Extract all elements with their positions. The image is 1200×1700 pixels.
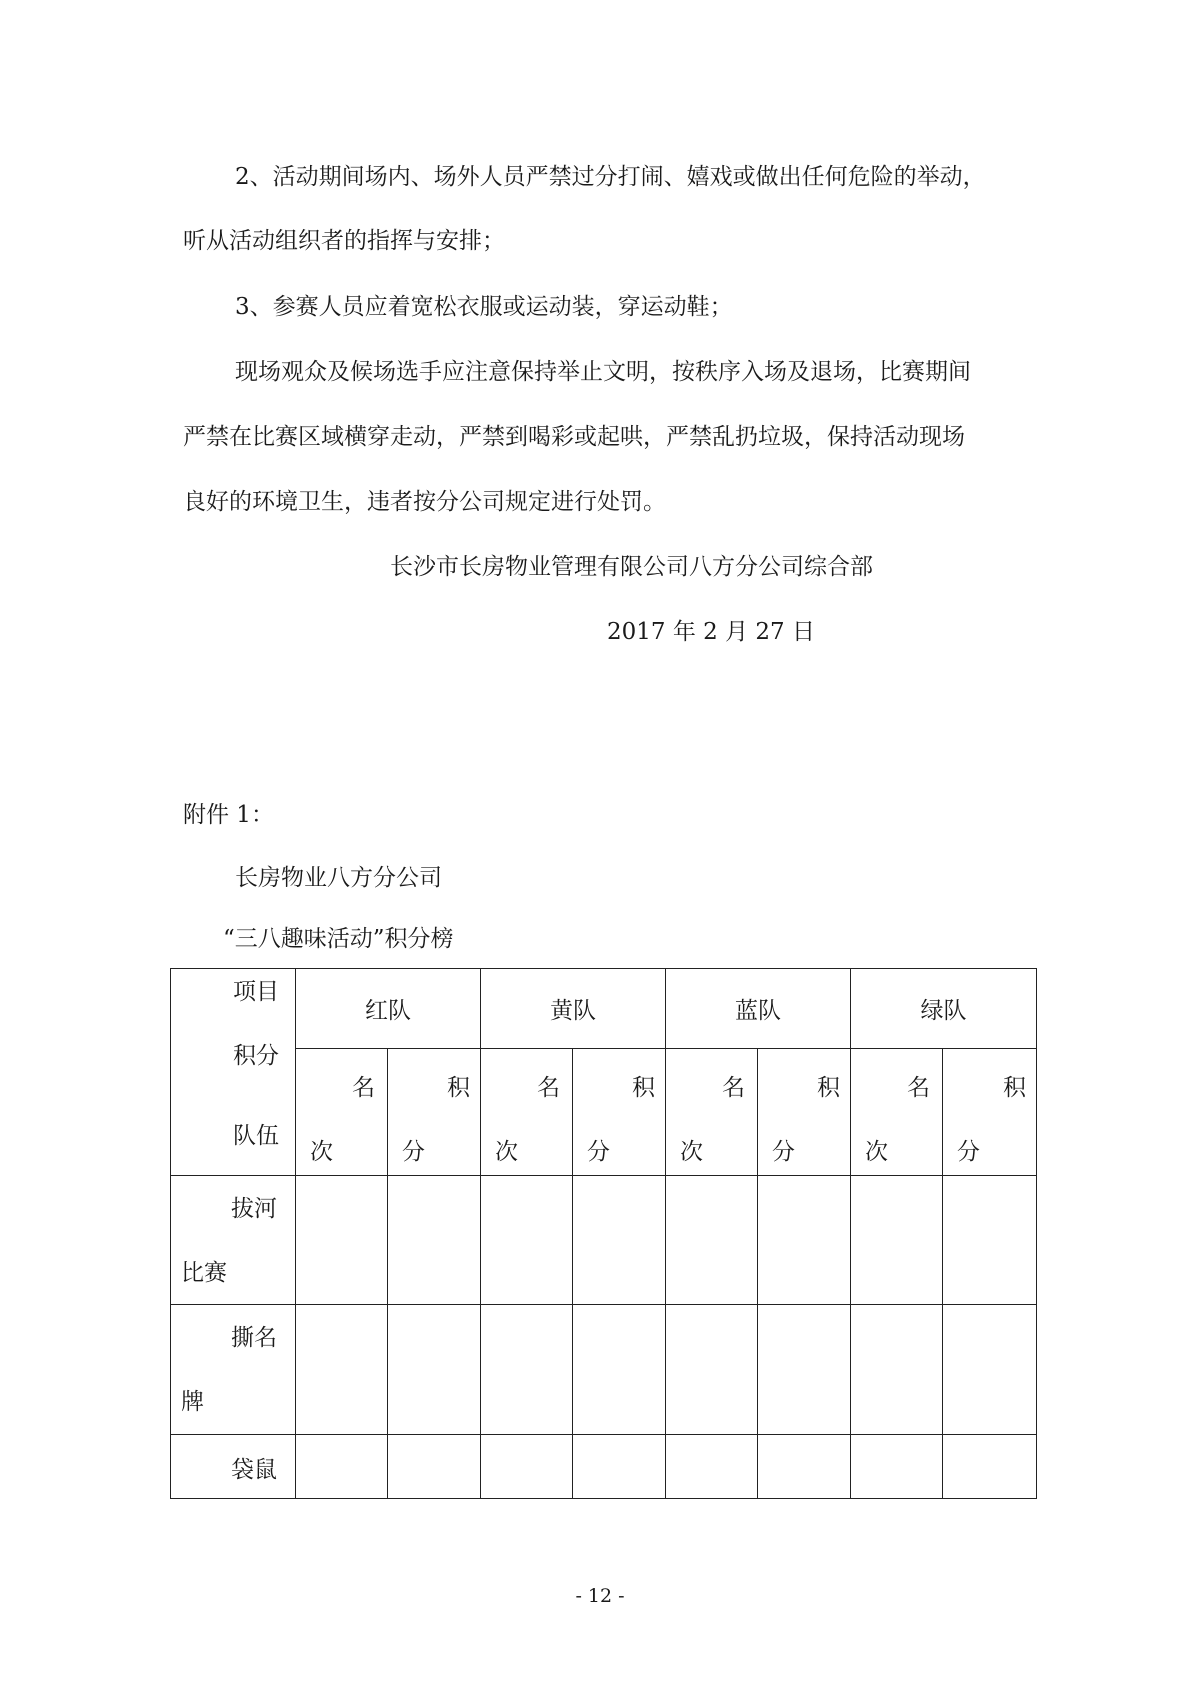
score-cell[interactable] <box>666 1305 758 1435</box>
score-cell[interactable] <box>851 1176 943 1305</box>
event-name-line-2: 比赛 <box>181 1260 227 1286</box>
subheader-score-blue <box>758 1049 851 1176</box>
score-cell[interactable] <box>666 1435 758 1499</box>
attachment-title-line-2: “三八趣味活动”积分榜 <box>223 926 454 952</box>
score-cell[interactable] <box>296 1435 388 1499</box>
paragraph-3-line-1: 现场观众及候场选手应注意保持举止文明，按秩序入场及退场，比赛期间 <box>235 359 971 385</box>
score-cell[interactable] <box>666 1176 758 1305</box>
paragraph-1-line-1: 2、活动期间场内、场外人员严禁过分打闹、嬉戏或做出任何危险的举动， <box>235 164 986 190</box>
score-cell[interactable] <box>943 1176 1037 1305</box>
subheader-score-red <box>388 1049 481 1176</box>
score-top-char: 积 <box>632 1075 655 1101</box>
score-cell[interactable] <box>758 1305 851 1435</box>
team-header-yellow: 黄队 <box>481 969 666 1049</box>
score-cell[interactable] <box>481 1176 573 1305</box>
event-name-cell <box>171 1176 296 1305</box>
rank-top-char: 名 <box>722 1075 745 1101</box>
paragraph-1-line-2: 听从活动组织者的指挥与安排； <box>183 228 505 254</box>
rank-bottom-char: 次 <box>865 1139 888 1165</box>
score-cell[interactable] <box>296 1305 388 1435</box>
page-number: - 12 - <box>575 1585 625 1607</box>
score-top-char: 积 <box>447 1075 470 1101</box>
attachment-label: 附件 1： <box>183 802 274 828</box>
score-cell[interactable] <box>388 1305 481 1435</box>
subheader-rank-yellow <box>481 1049 573 1176</box>
score-cell[interactable] <box>573 1305 666 1435</box>
score-bottom-char: 分 <box>587 1139 610 1165</box>
subheader-score-green <box>943 1049 1037 1176</box>
score-cell[interactable] <box>851 1305 943 1435</box>
subheader-score-yellow <box>573 1049 666 1176</box>
team-header-blue: 蓝队 <box>666 969 851 1049</box>
score-cell[interactable] <box>943 1435 1037 1499</box>
table-row <box>171 1435 1037 1499</box>
subheader-rank-red <box>296 1049 388 1176</box>
corner-header-cell <box>171 969 296 1176</box>
score-cell[interactable] <box>943 1305 1037 1435</box>
event-name-cell <box>171 1305 296 1435</box>
score-cell[interactable] <box>758 1176 851 1305</box>
score-cell[interactable] <box>758 1435 851 1499</box>
event-name-line-2: 牌 <box>181 1389 204 1415</box>
score-cell[interactable] <box>388 1435 481 1499</box>
rank-top-char: 名 <box>907 1075 930 1101</box>
table-row <box>171 1305 1037 1435</box>
corner-score-label: 积分 <box>233 1043 279 1069</box>
score-bottom-char: 分 <box>957 1139 980 1165</box>
table-row <box>171 1176 1037 1305</box>
signature-date: 2017 年 2 月 27 日 <box>607 619 815 645</box>
event-name-line-1: 拔河 <box>231 1196 277 1222</box>
rank-bottom-char: 次 <box>495 1139 518 1165</box>
paragraph-2-line-1: 3、参赛人员应着宽松衣服或运动装，穿运动鞋； <box>235 294 733 320</box>
rank-top-char: 名 <box>352 1075 375 1101</box>
score-cell[interactable] <box>481 1435 573 1499</box>
score-cell[interactable] <box>481 1305 573 1435</box>
rank-bottom-char: 次 <box>310 1139 333 1165</box>
subheader-rank-blue <box>666 1049 758 1176</box>
team-header-green: 绿队 <box>851 969 1037 1049</box>
rank-bottom-char: 次 <box>680 1139 703 1165</box>
signature-org: 长沙市长房物业管理有限公司八方分公司综合部 <box>390 554 873 580</box>
rank-top-char: 名 <box>537 1075 560 1101</box>
corner-team-label: 队伍 <box>233 1123 279 1149</box>
score-cell[interactable] <box>296 1176 388 1305</box>
score-top-char: 积 <box>817 1075 840 1101</box>
attachment-title-line-1: 长房物业八方分公司 <box>235 865 442 891</box>
score-bottom-char: 分 <box>402 1139 425 1165</box>
paragraph-3-line-2: 严禁在比赛区域横穿走动，严禁到喝彩或起哄，严禁乱扔垃圾，保持活动现场 <box>183 424 965 450</box>
score-top-char: 积 <box>1003 1075 1026 1101</box>
event-name-line-1: 袋鼠 <box>231 1457 277 1483</box>
score-table <box>170 968 1037 1499</box>
score-cell[interactable] <box>573 1435 666 1499</box>
corner-item-label: 项目 <box>233 979 279 1005</box>
event-name-cell <box>171 1435 296 1499</box>
subheader-rank-green <box>851 1049 943 1176</box>
score-cell[interactable] <box>573 1176 666 1305</box>
paragraph-3-line-3: 良好的环境卫生，违者按分公司规定进行处罚。 <box>183 489 666 515</box>
score-cell[interactable] <box>388 1176 481 1305</box>
event-name-line-1: 撕名 <box>231 1325 277 1351</box>
score-cell[interactable] <box>851 1435 943 1499</box>
score-bottom-char: 分 <box>772 1139 795 1165</box>
team-header-red: 红队 <box>296 969 481 1049</box>
